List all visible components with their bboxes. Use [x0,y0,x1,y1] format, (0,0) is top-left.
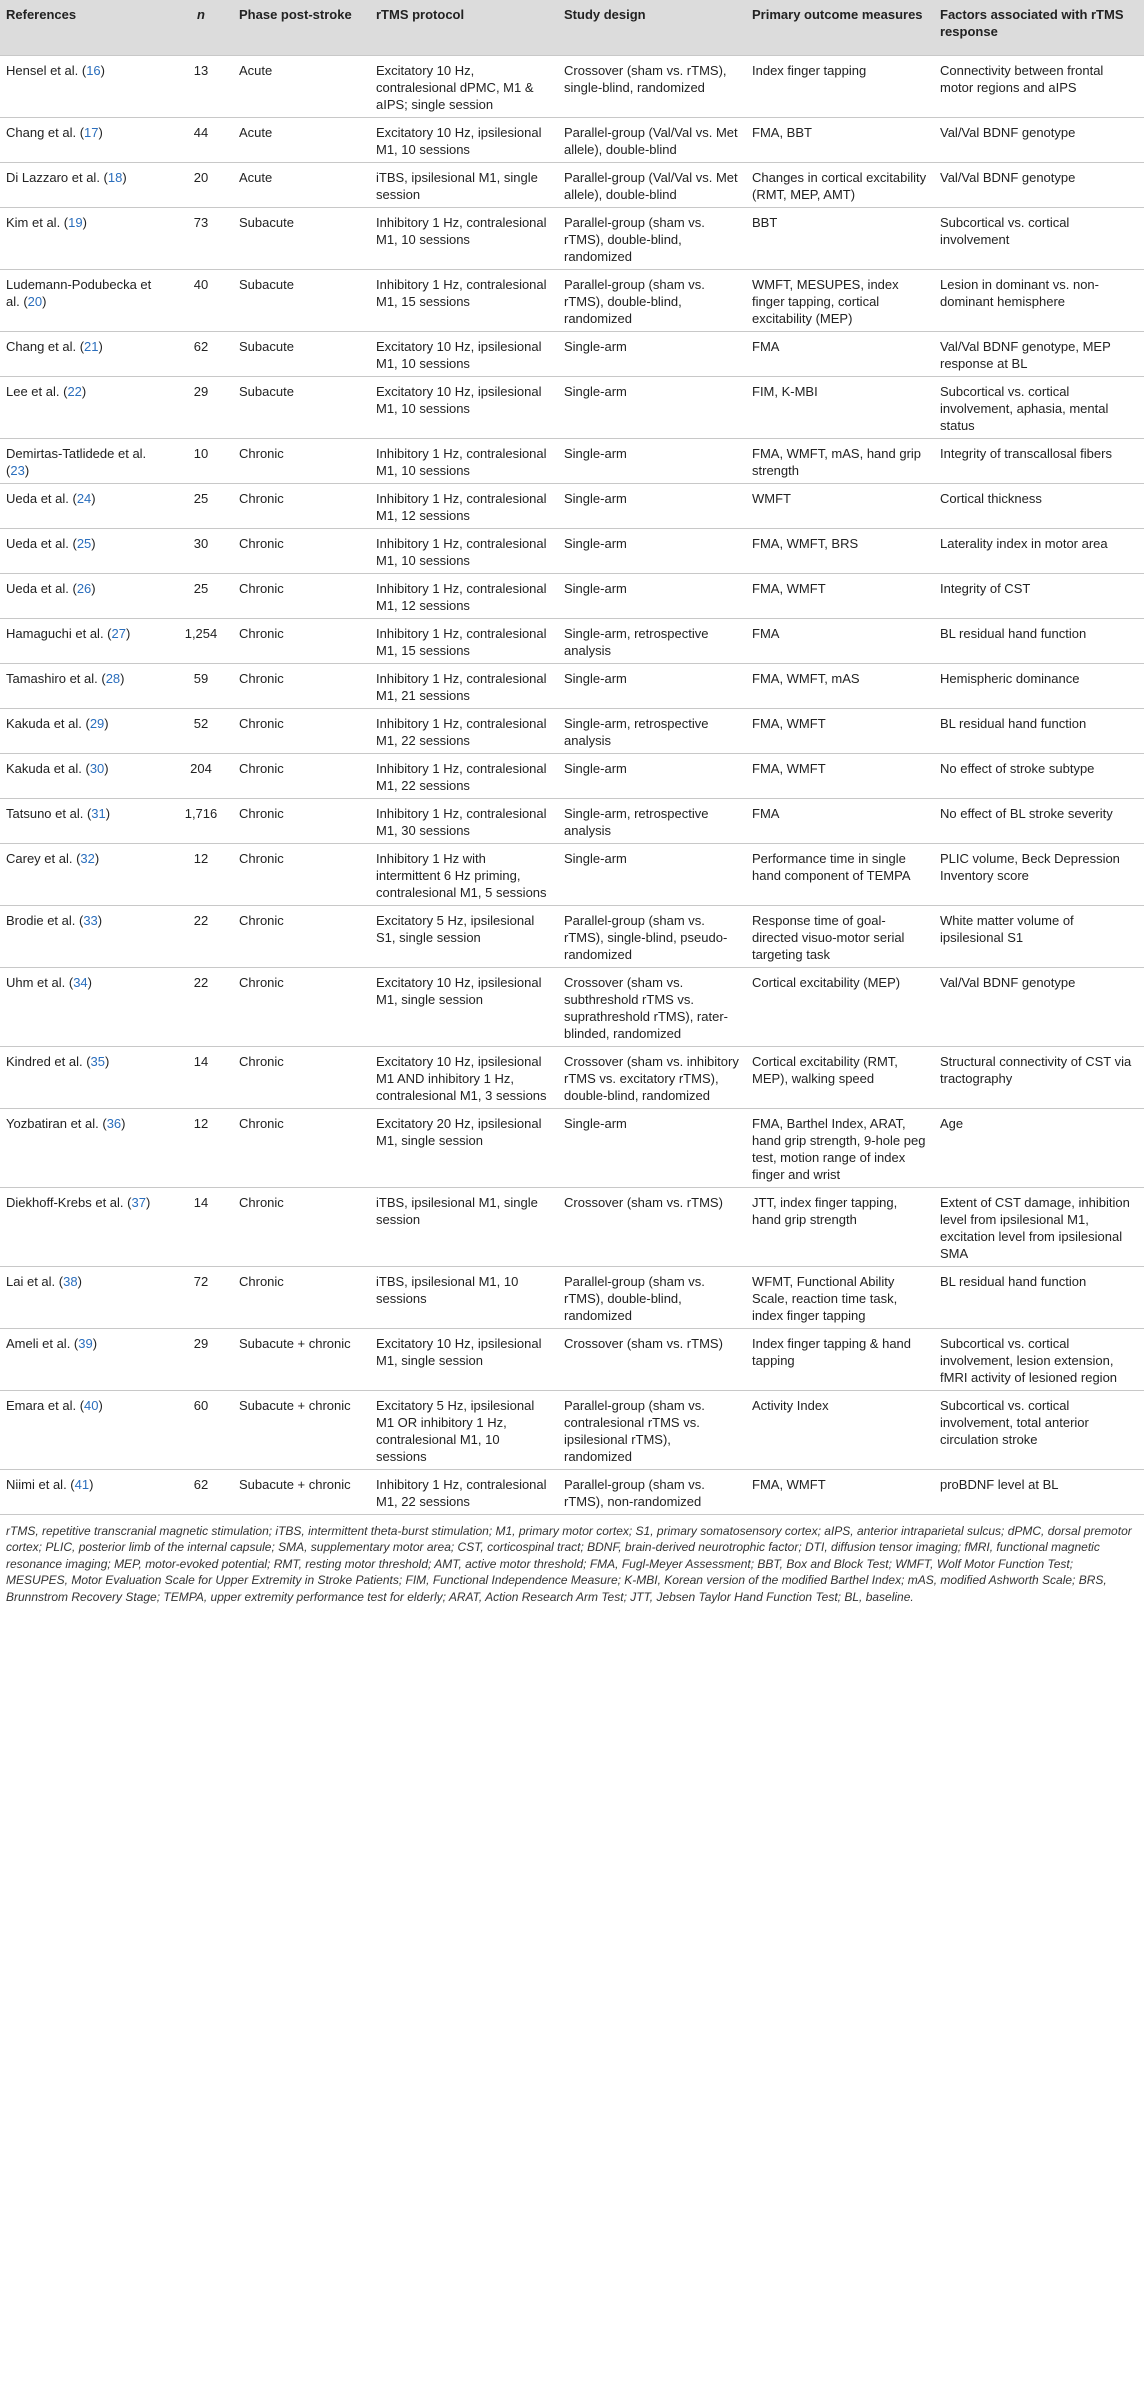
citation-link[interactable]: 26 [76,580,92,596]
outcome-cell: WMFT, MESUPES, index finger tapping, cortical excitability (MEP) [746,269,934,331]
design-cell: Single-arm [558,573,746,618]
sample-size-cell: 72 [169,1266,233,1328]
design-cell: Single-arm [558,528,746,573]
reference-cell [0,1390,169,1469]
table-row [0,905,1144,967]
table-body [0,55,1144,1514]
phase-cell: Chronic [233,1266,370,1328]
phase-cell: Chronic [233,1108,370,1187]
citation-link[interactable]: 29 [89,715,105,731]
phase-cell: Chronic [233,843,370,905]
table-row [0,1390,1144,1469]
table-row [0,269,1144,331]
sample-size-cell: 14 [169,1046,233,1108]
protocol-cell: Excitatory 10 Hz, contralesional dPMC, M1 & aIPS; single session [370,55,558,117]
protocol-cell: Excitatory 10 Hz, ipsilesional M1, 10 sessions [370,376,558,438]
protocol-cell: Inhibitory 1 Hz, contralesional M1, 21 sessions [370,663,558,708]
reference-cell [0,162,169,207]
header-n: n [169,0,233,55]
table-row [0,967,1144,1046]
phase-cell: Subacute + chronic [233,1390,370,1469]
reference-author: Chang et al. ( [6,338,85,354]
design-cell: Parallel-group (sham vs. rTMS), non-randomized [558,1469,746,1514]
factors-cell: Integrity of transcallosal fibers [934,438,1144,483]
header-design: Study design [558,0,746,55]
reference-close-paren: ) [81,383,87,399]
table-row [0,376,1144,438]
outcome-cell: FMA, WMFT, mAS, hand grip strength [746,438,934,483]
citation-link[interactable]: 30 [89,760,105,776]
outcome-cell: FMA, Barthel Index, ARAT, hand grip strength, 9-hole peg test, motion range of index finger and wrist [746,1108,934,1187]
outcome-cell: FMA, WMFT [746,573,934,618]
outcome-cell: Cortical excitability (MEP) [746,967,934,1046]
reference-cell [0,798,169,843]
table-row [0,1266,1144,1328]
factors-cell: BL residual hand function [934,708,1144,753]
outcome-cell: Response time of goal-directed visuo-motor serial targeting task [746,905,934,967]
protocol-cell: Excitatory 10 Hz, ipsilesional M1, 10 sessions [370,117,558,162]
reference-author: Ludemann-Podubecka et al. ( [6,276,152,309]
protocol-cell: Excitatory 10 Hz, ipsilesional M1, single session [370,967,558,1046]
reference-close-paren: ) [104,715,109,731]
reference-close-paren: ) [94,850,100,866]
table-row [0,117,1144,162]
citation-link[interactable]: 35 [90,1053,106,1069]
sample-size-cell: 62 [169,331,233,376]
table-row [0,798,1144,843]
table-row [0,1469,1144,1514]
reference-cell [0,376,169,438]
factors-cell: Laterality index in motor area [934,528,1144,573]
reference-author: Brodie et al. ( [6,912,84,928]
phase-cell: Subacute [233,269,370,331]
phase-cell: Chronic [233,753,370,798]
reference-close-paren: ) [120,670,125,686]
reference-close-paren: ) [125,625,131,641]
reference-close-paren: ) [77,1273,82,1289]
protocol-cell: Inhibitory 1 Hz, contralesional M1, 10 sessions [370,438,558,483]
reference-author: Tamashiro et al. ( [6,670,106,686]
reference-cell [0,753,169,798]
reference-cell [0,1046,169,1108]
protocol-cell: Inhibitory 1 Hz, contralesional M1, 22 sessions [370,753,558,798]
outcome-cell: BBT [746,207,934,269]
design-cell: Crossover (sham vs. rTMS) [558,1328,746,1390]
reference-author: Ueda et al. ( [6,490,77,506]
outcome-cell: FMA, BBT [746,117,934,162]
design-cell: Parallel-group (Val/Val vs. Met allele), double-blind [558,117,746,162]
factors-cell: Cortical thickness [934,483,1144,528]
citation-link[interactable]: 24 [76,490,92,506]
citation-link[interactable]: 38 [63,1273,78,1289]
reference-close-paren: ) [92,1335,98,1351]
reference-cell [0,55,169,117]
reference-author: Yozbatiran et al. ( [6,1115,107,1131]
reference-author: Kim et al. ( [6,214,69,230]
protocol-cell: Inhibitory 1 Hz, contralesional M1, 15 sessions [370,269,558,331]
table-row [0,753,1144,798]
citation-link[interactable]: 41 [74,1476,90,1492]
factors-cell: Integrity of CST [934,573,1144,618]
sample-size-cell: 60 [169,1390,233,1469]
citation-link[interactable]: 36 [106,1115,122,1131]
header-references: References [0,0,169,55]
design-cell: Parallel-group (sham vs. contralesional rTMS vs. ipsilesional rTMS), randomized [558,1390,746,1469]
protocol-cell: Inhibitory 1 Hz, contralesional M1, 10 sessions [370,528,558,573]
factors-cell: Val/Val BDNF genotype [934,967,1144,1046]
phase-cell: Subacute [233,207,370,269]
protocol-cell: Inhibitory 1 Hz, contralesional M1, 22 sessions [370,708,558,753]
protocol-cell: Inhibitory 1 Hz, contralesional M1, 30 sessions [370,798,558,843]
outcome-cell: WMFT [746,483,934,528]
reference-cell [0,483,169,528]
sample-size-cell: 29 [169,376,233,438]
design-cell: Single-arm, retrospective analysis [558,708,746,753]
outcome-cell: Performance time in single hand component of TEMPA [746,843,934,905]
citation-link[interactable]: 40 [84,1397,99,1413]
table-row [0,438,1144,483]
design-cell: Crossover (sham vs. inhibitory rTMS vs. excitatory rTMS), double-blind, randomized [558,1046,746,1108]
reference-cell [0,967,169,1046]
reference-author: Emara et al. ( [6,1397,85,1413]
citation-link[interactable]: 32 [80,850,95,866]
reference-close-paren: ) [100,62,106,78]
header-protocol: rTMS protocol [370,0,558,55]
reference-cell [0,618,169,663]
outcome-cell: WFMT, Functional Ability Scale, reaction time task, index finger tapping [746,1266,934,1328]
header-factors: Factors associated with rTMS response [934,0,1144,55]
table-row [0,207,1144,269]
citation-link[interactable]: 19 [68,214,83,230]
reference-author: Carey et al. ( [6,850,81,866]
reference-cell [0,1266,169,1328]
design-cell: Single-arm [558,1108,746,1187]
reference-close-paren: ) [105,1053,110,1069]
design-cell: Single-arm, retrospective analysis [558,618,746,663]
reference-author: Tatsuno et al. ( [6,805,92,821]
phase-cell: Acute [233,162,370,207]
reference-author: Demirtas-Tatlidede et al. ( [6,445,147,478]
protocol-cell: Inhibitory 1 Hz with intermittent 6 Hz priming, contralesional M1, 5 sessions [370,843,558,905]
reference-author: Lai et al. ( [6,1273,64,1289]
sample-size-cell: 1,716 [169,798,233,843]
protocol-cell: Inhibitory 1 Hz, contralesional M1, 15 sessions [370,618,558,663]
factors-cell: BL residual hand function [934,618,1144,663]
outcome-cell: FMA, WMFT, mAS [746,663,934,708]
sample-size-cell: 29 [169,1328,233,1390]
protocol-cell: Inhibitory 1 Hz, contralesional M1, 10 sessions [370,207,558,269]
protocol-cell: Inhibitory 1 Hz, contralesional M1, 22 sessions [370,1469,558,1514]
phase-cell: Subacute + chronic [233,1328,370,1390]
design-cell: Single-arm [558,663,746,708]
table-row [0,483,1144,528]
sample-size-cell: 73 [169,207,233,269]
reference-cell [0,331,169,376]
citation-link[interactable]: 37 [131,1194,146,1210]
outcome-cell: Activity Index [746,1390,934,1469]
citation-link[interactable]: 22 [67,383,82,399]
reference-cell [0,207,169,269]
phase-cell: Chronic [233,573,370,618]
phase-cell: Subacute + chronic [233,1469,370,1514]
phase-cell: Chronic [233,1046,370,1108]
table-row [0,528,1144,573]
table-row [0,708,1144,753]
citation-link[interactable]: 17 [84,124,99,140]
reference-close-paren: ) [42,293,47,309]
factors-cell: White matter volume of ipsilesional S1 [934,905,1144,967]
outcome-cell: FMA [746,798,934,843]
reference-cell [0,1469,169,1514]
reference-cell [0,843,169,905]
protocol-cell: iTBS, ipsilesional M1, single session [370,1187,558,1266]
sample-size-cell: 204 [169,753,233,798]
table-footnote: rTMS, repetitive transcranial magnetic stimulation; iTBS, intermittent theta-burst stimulation; M1, primary motor cortex; S1, primary somatosensory cortex; aIPS, anterior intraparietal sulcus; dPMC, dorsal premotor cortex; PLIC, posterior limb of the internal capsule; SMA, supplementary motor area; CST, corticospinal tract; BDNF, brain-derived neurotrophic factor; DTI, diffusion tensor imaging; fMRI, functional magnetic resonance imaging; MEP, motor-evoked potential; RMT, resting motor threshold; AMT, active motor threshold; FMA, Fugl-Meyer Assessment; BBT, Box and Block Test; WMFT, Wolf Motor Function Test; MESUPES, Motor Evaluation Scale for Upper Extremity in Stroke Patients; FIM, Functional Independence Measure; K-MBI, Korean version of the modified Barthel Index; mAS, modified Ashworth Scale; BRS, Brunnstrom Recovery Stage; TEMPA, upper extremity performance test for elderly; ARAT, Action Research Arm Test; JTT, Jebsen Taylor Hand Function Test; BL, baseline. [6,1523,1132,1604]
reference-close-paren: ) [91,490,96,506]
sample-size-cell: 22 [169,905,233,967]
reference-author: Kakuda et al. ( [6,715,90,731]
sample-size-cell: 10 [169,438,233,483]
reference-close-paren: ) [145,1194,151,1210]
outcome-cell: Changes in cortical excitability (RMT, MEP, AMT) [746,162,934,207]
protocol-cell: Inhibitory 1 Hz, contralesional M1, 12 sessions [370,573,558,618]
phase-cell: Acute [233,117,370,162]
design-cell: Parallel-group (sham vs. rTMS), single-blind, pseudo-randomized [558,905,746,967]
reference-author: Chang et al. ( [6,124,85,140]
reference-cell [0,269,169,331]
citation-link[interactable]: 34 [73,974,88,990]
factors-cell: Subcortical vs. cortical involvement, aphasia, mental status [934,376,1144,438]
outcome-cell: FMA, WMFT [746,1469,934,1514]
table-header-row [0,0,1144,55]
phase-cell: Subacute [233,331,370,376]
citation-link[interactable]: 21 [84,338,99,354]
factors-cell: PLIC volume, Beck Depression Inventory score [934,843,1144,905]
factors-cell: proBDNF level at BL [934,1469,1144,1514]
reference-close-paren: ) [91,580,96,596]
design-cell: Single-arm [558,753,746,798]
reference-author: Niimi et al. ( [6,1476,75,1492]
reference-author: Hamaguchi et al. ( [6,625,112,641]
phase-cell: Chronic [233,438,370,483]
sample-size-cell: 12 [169,1108,233,1187]
table-row [0,162,1144,207]
factors-cell: Hemispheric dominance [934,663,1144,708]
phase-cell: Chronic [233,528,370,573]
factors-cell: Subcortical vs. cortical involvement, total anterior circulation stroke [934,1390,1144,1469]
table-row [0,331,1144,376]
citation-link[interactable]: 27 [111,625,126,641]
sample-size-cell: 12 [169,843,233,905]
sample-size-cell: 20 [169,162,233,207]
factors-cell: No effect of stroke subtype [934,753,1144,798]
citation-link[interactable]: 23 [10,462,25,478]
design-cell: Single-arm [558,483,746,528]
phase-cell: Acute [233,55,370,117]
outcome-cell: JTT, index finger tapping, hand grip strength [746,1187,934,1266]
protocol-cell: Excitatory 5 Hz, ipsilesional M1 OR inhibitory 1 Hz, contralesional M1, 10 sessions [370,1390,558,1469]
reference-cell [0,438,169,483]
outcome-cell: FMA, WMFT [746,753,934,798]
sample-size-cell: 62 [169,1469,233,1514]
phase-cell: Chronic [233,1187,370,1266]
protocol-cell: Excitatory 10 Hz, ipsilesional M1, single session [370,1328,558,1390]
citation-link[interactable]: 18 [107,169,123,185]
protocol-cell: Excitatory 5 Hz, ipsilesional S1, single session [370,905,558,967]
reference-cell [0,663,169,708]
citation-link[interactable]: 39 [78,1335,93,1351]
reference-close-paren: ) [91,535,96,551]
design-cell: Single-arm, retrospective analysis [558,798,746,843]
reference-close-paren: ) [98,338,103,354]
outcome-cell: FMA [746,331,934,376]
table-row [0,1187,1144,1266]
reference-close-paren: ) [104,760,109,776]
sample-size-cell: 25 [169,573,233,618]
sample-size-cell: 25 [169,483,233,528]
reference-author: Ameli et al. ( [6,1335,79,1351]
sample-size-cell: 52 [169,708,233,753]
reference-cell [0,1328,169,1390]
table-row [0,1108,1144,1187]
reference-close-paren: ) [97,912,103,928]
reference-close-paren: ) [98,1397,103,1413]
reference-cell [0,528,169,573]
reference-author: Ueda et al. ( [6,580,77,596]
design-cell: Crossover (sham vs. rTMS) [558,1187,746,1266]
outcome-cell: FMA, WMFT [746,708,934,753]
table-row [0,1328,1144,1390]
design-cell: Single-arm [558,843,746,905]
reference-author: Ueda et al. ( [6,535,77,551]
outcome-cell: FIM, K-MBI [746,376,934,438]
outcome-cell: FMA, WMFT, BRS [746,528,934,573]
reference-author: Diekhoff-Krebs et al. ( [6,1194,132,1210]
reference-close-paren: ) [121,1115,126,1131]
sample-size-cell: 44 [169,117,233,162]
sample-size-cell: 13 [169,55,233,117]
reference-close-paren: ) [105,805,111,821]
factors-cell: BL residual hand function [934,1266,1144,1328]
protocol-cell: Inhibitory 1 Hz, contralesional M1, 12 sessions [370,483,558,528]
sample-size-cell: 1,254 [169,618,233,663]
reference-author: Di Lazzaro et al. ( [6,169,108,185]
reference-cell [0,708,169,753]
phase-cell: Chronic [233,708,370,753]
citation-link[interactable]: 25 [76,535,92,551]
outcome-cell: Index finger tapping & hand tapping [746,1328,934,1390]
design-cell: Single-arm [558,438,746,483]
citation-link[interactable]: 28 [105,670,121,686]
table-row [0,573,1144,618]
reference-author: Kindred et al. ( [6,1053,91,1069]
sample-size-cell: 40 [169,269,233,331]
phase-cell: Chronic [233,967,370,1046]
reference-cell [0,117,169,162]
table-row [0,663,1144,708]
design-cell: Single-arm [558,331,746,376]
phase-cell: Chronic [233,618,370,663]
citation-link[interactable]: 31 [91,805,106,821]
table-row [0,55,1144,117]
citation-link[interactable]: 33 [83,912,98,928]
table-row [0,618,1144,663]
reference-cell [0,1108,169,1187]
factors-cell: Val/Val BDNF genotype [934,162,1144,207]
factors-cell: Val/Val BDNF genotype, MEP response at BL [934,331,1144,376]
protocol-cell: Excitatory 10 Hz, ipsilesional M1, 10 sessions [370,331,558,376]
citation-link[interactable]: 16 [86,62,101,78]
reference-close-paren: ) [24,462,30,478]
reference-close-paren: ) [98,124,103,140]
reference-cell [0,905,169,967]
factors-cell: Subcortical vs. cortical involvement, lesion extension, fMRI activity of lesioned region [934,1328,1144,1390]
factors-cell: Val/Val BDNF genotype [934,117,1144,162]
design-cell: Crossover (sham vs. rTMS), single-blind, randomized [558,55,746,117]
factors-cell: Structural connectivity of CST via tractography [934,1046,1144,1108]
design-cell: Parallel-group (Val/Val vs. Met allele), double-blind [558,162,746,207]
table-row [0,843,1144,905]
factors-cell: No effect of BL stroke severity [934,798,1144,843]
phase-cell: Chronic [233,663,370,708]
outcome-cell: Cortical excitability (RMT, MEP), walking speed [746,1046,934,1108]
factors-cell: Extent of CST damage, inhibition level from ipsilesional M1, excitation level from ipsilesional SMA [934,1187,1144,1266]
outcome-cell: Index finger tapping [746,55,934,117]
design-cell: Parallel-group (sham vs. rTMS), double-blind, randomized [558,269,746,331]
sample-size-cell: 22 [169,967,233,1046]
protocol-cell: iTBS, ipsilesional M1, single session [370,162,558,207]
design-cell: Single-arm [558,376,746,438]
phase-cell: Chronic [233,798,370,843]
protocol-cell: Excitatory 20 Hz, ipsilesional M1, single session [370,1108,558,1187]
phase-cell: Chronic [233,483,370,528]
reference-author: Uhm et al. ( [6,974,74,990]
protocol-cell: iTBS, ipsilesional M1, 10 sessions [370,1266,558,1328]
phase-cell: Chronic [233,905,370,967]
reference-author: Lee et al. ( [6,383,68,399]
reference-close-paren: ) [89,1476,94,1492]
header-outcome: Primary outcome measures [746,0,934,55]
reference-close-paren: ) [87,974,92,990]
reference-close-paren: ) [82,214,87,230]
factors-cell: Lesion in dominant vs. non-dominant hemisphere [934,269,1144,331]
phase-cell: Subacute [233,376,370,438]
design-cell: Parallel-group (sham vs. rTMS), double-blind, randomized [558,207,746,269]
sample-size-cell: 14 [169,1187,233,1266]
factors-cell: Connectivity between frontal motor regions and aIPS [934,55,1144,117]
factors-cell: Age [934,1108,1144,1187]
design-cell: Parallel-group (sham vs. rTMS), double-blind, randomized [558,1266,746,1328]
sample-size-cell: 30 [169,528,233,573]
reference-close-paren: ) [122,169,127,185]
outcome-cell: FMA [746,618,934,663]
citation-link[interactable]: 20 [27,293,43,309]
reference-cell [0,1187,169,1266]
reference-author: Hensel et al. ( [6,62,87,78]
factors-cell: Subcortical vs. cortical involvement [934,207,1144,269]
design-cell: Crossover (sham vs. subthreshold rTMS vs. suprathreshold rTMS), rater-blinded, randomized [558,967,746,1046]
sample-size-cell: 59 [169,663,233,708]
reference-cell [0,573,169,618]
protocol-cell: Excitatory 10 Hz, ipsilesional M1 AND inhibitory 1 Hz, contralesional M1, 3 sessions [370,1046,558,1108]
header-phase: Phase post-stroke [233,0,370,55]
table-row [0,1046,1144,1108]
reference-author: Kakuda et al. ( [6,760,90,776]
